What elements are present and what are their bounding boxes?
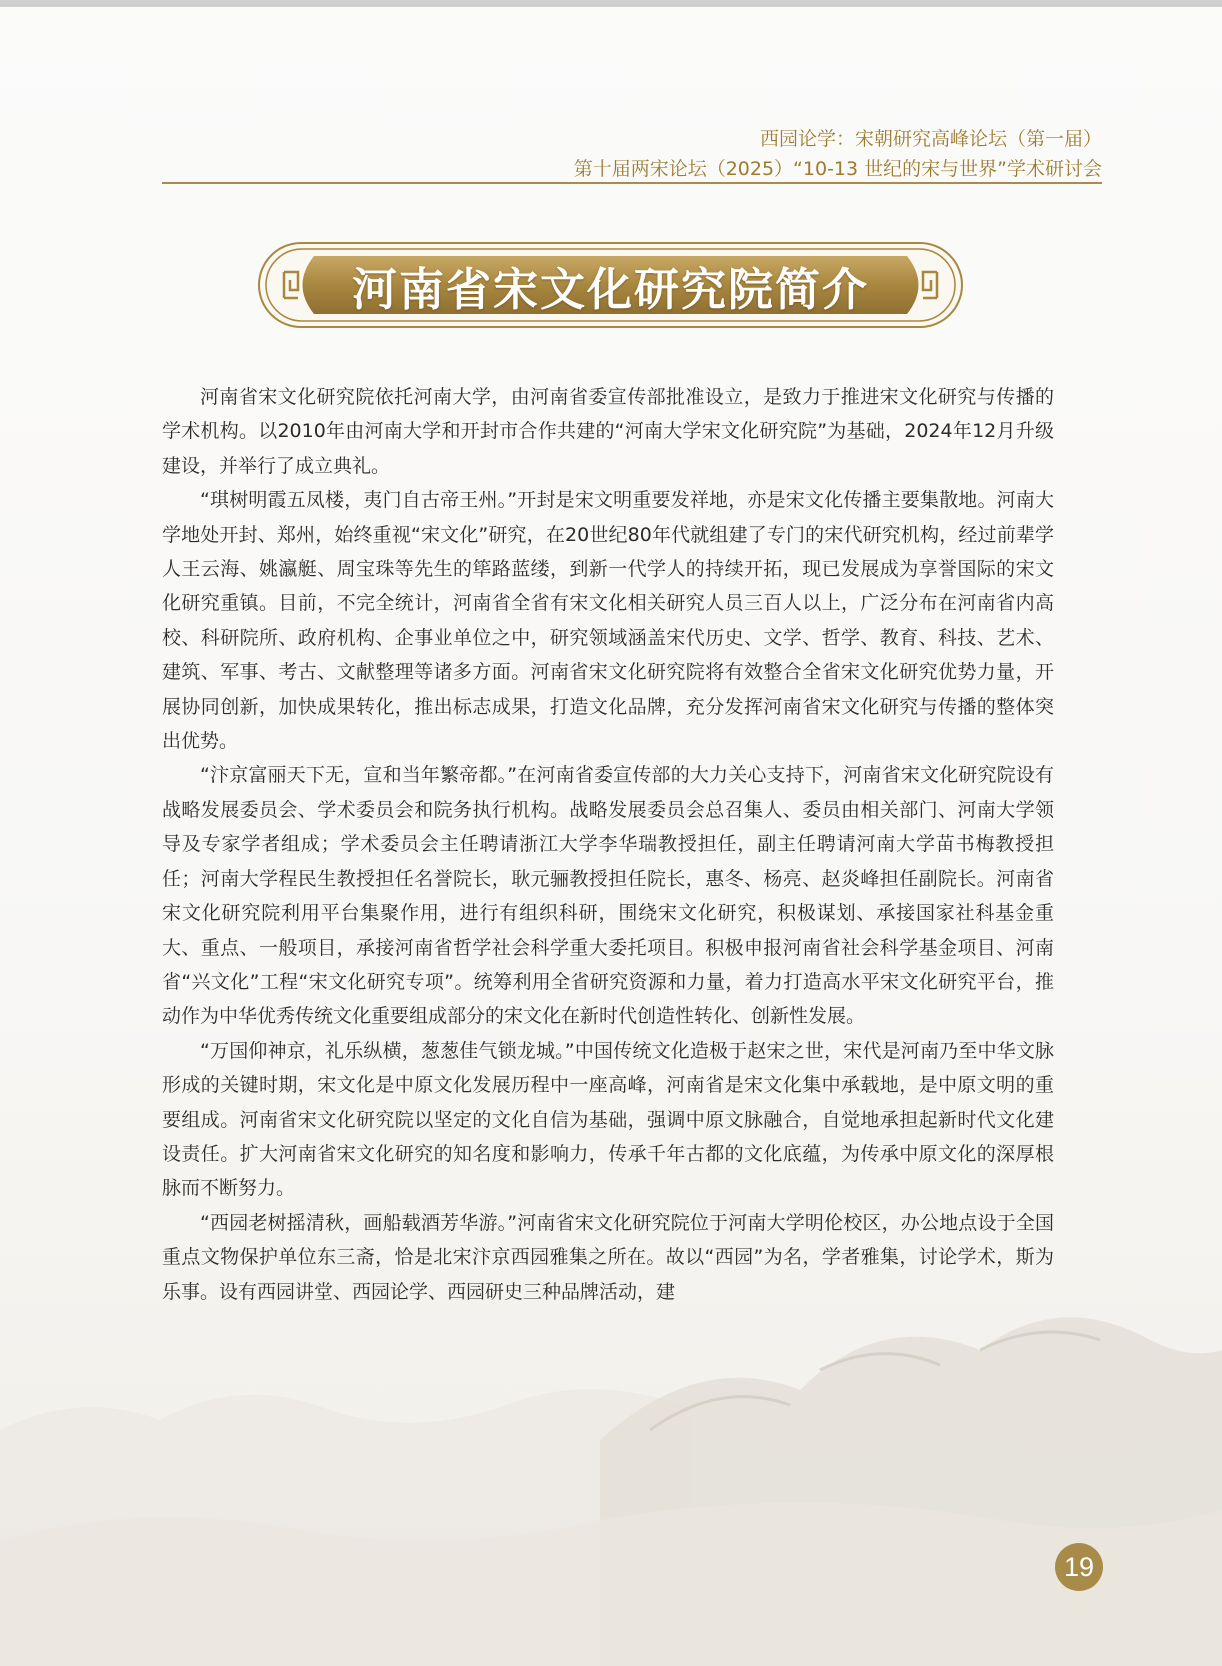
page-title: 河南省宋文化研究院简介 bbox=[351, 262, 869, 316]
header-line-2: 第十届两宋论坛（2025）“10-13 世纪的宋与世界”学术研讨会 bbox=[573, 158, 1102, 180]
paragraph-2: “琪树明霞五凤楼，夷门自古帝王州。”开封是宋文明重要发祥地，亦是宋文化传播主要集散地。河南大学地处开封、郑州，始终重视“宋文化”研究，在20世纪80年代就组建了专门的宋代研究机构，经过前辈学人王云海、姚瀛艇、周宝珠等先生的筚路蓝缕，到新一代学人的持续开拓，现已发展成为享誉国际的宋文化研究重镇。目前，不完全统计，河南省全省有宋文化相关研究人员三百人以上，广泛分布在河南省内高校、科研院所、政府机构、企事业单位之中，研究领域涵盖宋代历史、文学、哲学、教育、科技、艺术、建筑、军事、考古、文献整理等诸多方面。河南省宋文化研究院将有效整合全省宋文化研究优势力量，开展协同创新，加快成果转化，推出标志成果，打造文化品牌，充分发挥河南省宋文化研究与传播的整体突出优势。 bbox=[162, 489, 1054, 753]
title-banner bbox=[258, 242, 963, 328]
paragraph-1: 河南省宋文化研究院依托河南大学，由河南省委宣传部批准设立，是致力于推进宋文化研究与传播的学术机构。以2010年由河南大学和开封市合作共建的“河南大学宋文化研究院”为基础，2024年12月升级建设，并举行了成立典礼。 bbox=[162, 386, 1054, 477]
body-text bbox=[162, 380, 1054, 1309]
running-header bbox=[574, 124, 1102, 184]
top-edge-strip bbox=[0, 0, 1222, 7]
header-line-1: 西园论学：宋朝研究高峰论坛（第一届） bbox=[759, 128, 1102, 150]
paragraph-5: “西园老树摇清秋，画船载酒芳华游。”河南省宋文化研究院位于河南大学明伦校区，办公地点设于全国重点文物保护单位东三斋，恰是北宋汴京西园雅集之所在。故以“西园”为名，学者雅集，讨论学术，斯为乐事。设有西园讲堂、西园论学、西园研史三种品牌活动，建 bbox=[162, 1211, 1054, 1303]
page-number-badge: 19 bbox=[1055, 1543, 1103, 1591]
paragraph-4: “万国仰神京，礼乐纵横，葱葱佳气锁龙城。”中国传统文化造极于赵宋之世，宋代是河南乃至中华文脉形成的关键时期，宋文化是中原文化发展历程中一座高峰，河南省是宋文化集中承载地，是中原文明的重要组成。河南省宋文化研究院以坚定的文化自信为基础，强调中原文脉融合，自觉地承担起新时代文化建设责任。扩大河南省宋文化研究的知名度和影响力，传承千年古都的文化底蕴，为传承中原文化的深厚根脉而不断努力。 bbox=[162, 1039, 1054, 1200]
header-rule bbox=[162, 182, 1102, 184]
ink-mountain-background bbox=[0, 1280, 1222, 1666]
paragraph-3: “汴京富丽天下无，宣和当年繁帝都。”在河南省委宣传部的大力关心支持下，河南省宋文化研究院设有战略发展委员会、学术委员会和院务执行机构。战略发展委员会总召集人、委员由相关部门、河南大学领导及专家学者组成；学术委员会主任聘请浙江大学李华瑞教授担任，副主任聘请河南大学苗书梅教授担任；河南大学程民生教授担任名誉院长，耿元骊教授担任院长，惠冬、杨亮、赵炎峰担任副院长。河南省宋文化研究院利用平台集聚作用，进行有组织科研，围绕宋文化研究，积极谋划、承接国家社科基金重大、重点、一般项目，承接河南省哲学社会科学重大委托项目。积极申报河南省社会科学基金项目、河南省“兴文化”工程“宋文化研究专项”。统筹利用全省研究资源和力量，着力打造高水平宋文化研究平台，推动作为中华优秀传统文化重要组成部分的宋文化在新时代创造性转化、创新性发展。 bbox=[162, 764, 1054, 1028]
